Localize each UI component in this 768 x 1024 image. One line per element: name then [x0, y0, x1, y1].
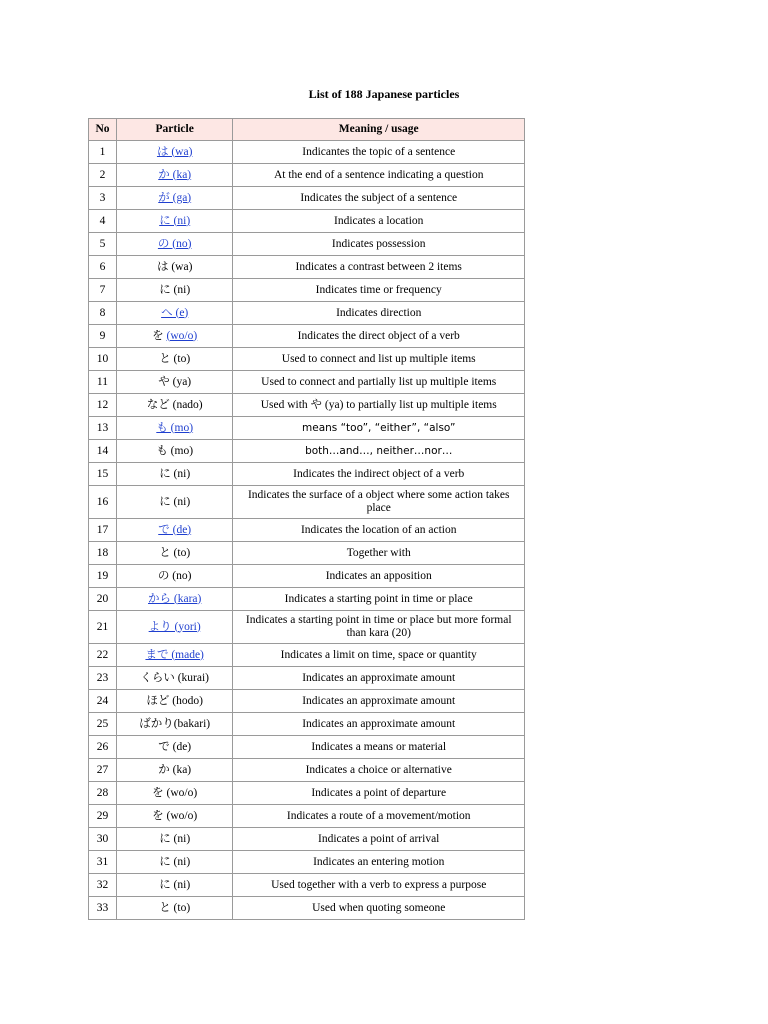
particle-cell	[117, 279, 233, 302]
meaning-cell: Indicates the location of an action	[233, 519, 525, 542]
particle-link[interactable]: が (ga)	[158, 191, 192, 204]
particle-text: も (mo)	[156, 444, 194, 457]
particle-cell	[117, 736, 233, 759]
meaning-cell: Indicates the surface of a object where some action takes place	[233, 486, 525, 519]
particles-table	[88, 118, 525, 920]
table-row	[89, 542, 525, 565]
particle-link[interactable]: で (de)	[158, 523, 192, 536]
particle-link[interactable]: に (ni)	[159, 214, 191, 227]
meaning-cell: Indicates a contrast between 2 items	[233, 256, 525, 279]
table-row	[89, 256, 525, 279]
particle-cell	[117, 486, 233, 519]
meaning-cell: Indicates an approximate amount	[233, 713, 525, 736]
meaning-cell: Indicates possession	[233, 233, 525, 256]
table-row	[89, 279, 525, 302]
particle-cell	[117, 233, 233, 256]
table-row	[89, 210, 525, 233]
table-row	[89, 325, 525, 348]
meaning-cell: Used together with a verb to express a purpose	[233, 874, 525, 897]
table-row	[89, 371, 525, 394]
particle-link[interactable]: より (yori)	[148, 620, 201, 633]
particle-text: を (wo/o)	[152, 809, 198, 822]
table-row	[89, 713, 525, 736]
meaning-cell: Together with	[233, 542, 525, 565]
particle-link[interactable]: の (no)	[157, 237, 192, 250]
header-no: No	[89, 119, 117, 141]
particle-link[interactable]: は (wa)	[156, 145, 193, 158]
meaning-cell: Indicates the direct object of a verb	[233, 325, 525, 348]
particle-cell	[117, 141, 233, 164]
table-row	[89, 644, 525, 667]
table-row	[89, 463, 525, 486]
particle-cell	[117, 348, 233, 371]
meaning-cell: Used with や (ya) to partially list up multiple items	[233, 394, 525, 417]
particle-cell	[117, 463, 233, 486]
table-row	[89, 805, 525, 828]
row-number: 33	[89, 897, 117, 920]
particle-link[interactable]: か (ka)	[158, 168, 192, 181]
table-row	[89, 588, 525, 611]
particle-text: と (to)	[159, 901, 191, 914]
particle-cell	[117, 210, 233, 233]
particle-cell	[117, 851, 233, 874]
row-number: 4	[89, 210, 117, 233]
meaning-cell: Indicates a route of a movement/motion	[233, 805, 525, 828]
particle-cell	[117, 325, 233, 348]
table-row	[89, 690, 525, 713]
particle-text: を (wo/o)	[152, 786, 198, 799]
particle-text: ほど (hodo)	[146, 694, 203, 707]
table-row	[89, 233, 525, 256]
table-row	[89, 394, 525, 417]
row-number: 12	[89, 394, 117, 417]
row-number: 30	[89, 828, 117, 851]
particle-cell	[117, 256, 233, 279]
table-row	[89, 440, 525, 463]
table-row	[89, 667, 525, 690]
table-body	[89, 141, 525, 920]
particle-text: に (ni)	[159, 283, 191, 296]
table-row	[89, 302, 525, 325]
particle-link[interactable]: も (mo)	[156, 421, 194, 434]
meaning-cell: Indicates a limit on time, space or quantity	[233, 644, 525, 667]
particle-cell	[117, 805, 233, 828]
particle-text: の (no)	[157, 569, 192, 582]
particle-text: は (wa)	[156, 260, 193, 273]
particle-link[interactable]: まで (made)	[145, 648, 204, 661]
meaning-cell: At the end of a sentence indicating a question	[233, 164, 525, 187]
meaning-cell: Indicates the indirect object of a verb	[233, 463, 525, 486]
table-row	[89, 164, 525, 187]
particle-cell	[117, 690, 233, 713]
table-row	[89, 851, 525, 874]
row-number: 21	[89, 611, 117, 644]
particle-link[interactable]: (wo/o)	[166, 329, 198, 342]
row-number: 6	[89, 256, 117, 279]
table-row	[89, 897, 525, 920]
table-row	[89, 187, 525, 210]
row-number: 2	[89, 164, 117, 187]
row-number: 7	[89, 279, 117, 302]
row-number: 13	[89, 417, 117, 440]
meaning-cell: means “too”, “either”, “also”	[233, 417, 525, 440]
page-title: List of 188 Japanese particles	[308, 87, 460, 101]
meaning-cell: Indicates a means or material	[233, 736, 525, 759]
row-number: 1	[89, 141, 117, 164]
meaning-cell: Indicates time or frequency	[233, 279, 525, 302]
particle-cell	[117, 828, 233, 851]
particle-text: に (ni)	[159, 855, 191, 868]
particle-cell	[117, 187, 233, 210]
table-row	[89, 348, 525, 371]
row-number: 32	[89, 874, 117, 897]
row-number: 26	[89, 736, 117, 759]
particle-text: くらい (kurai)	[140, 671, 210, 684]
particle-cell	[117, 713, 233, 736]
row-number: 16	[89, 486, 117, 519]
row-number: 25	[89, 713, 117, 736]
particle-cell	[117, 588, 233, 611]
meaning-cell: Indicates a point of departure	[233, 782, 525, 805]
particle-text: など (nado)	[146, 398, 203, 411]
table-row	[89, 782, 525, 805]
meaning-cell: Indicates an apposition	[233, 565, 525, 588]
particle-cell	[117, 782, 233, 805]
particle-cell	[117, 565, 233, 588]
row-number: 24	[89, 690, 117, 713]
table-row	[89, 828, 525, 851]
row-number: 22	[89, 644, 117, 667]
row-number: 29	[89, 805, 117, 828]
row-number: 18	[89, 542, 117, 565]
table-row	[89, 759, 525, 782]
row-number: 5	[89, 233, 117, 256]
particle-text: か (ka)	[158, 763, 192, 776]
row-number: 9	[89, 325, 117, 348]
row-number: 14	[89, 440, 117, 463]
particle-text: に (ni)	[159, 467, 191, 480]
particle-text: や (ya)	[158, 375, 192, 388]
meaning-cell: Indicates a point of arrival	[233, 828, 525, 851]
table-row	[89, 519, 525, 542]
particle-cell	[117, 519, 233, 542]
row-number: 10	[89, 348, 117, 371]
row-number: 19	[89, 565, 117, 588]
particle-cell	[117, 164, 233, 187]
row-number: 11	[89, 371, 117, 394]
row-number: 27	[89, 759, 117, 782]
particle-text: で (de)	[158, 740, 192, 753]
header-meaning: Meaning / usage	[233, 119, 525, 141]
table-row	[89, 141, 525, 164]
meaning-cell: Indicates a choice or alternative	[233, 759, 525, 782]
meaning-cell: Used to connect and list up multiple items	[233, 348, 525, 371]
meaning-cell: Indicantes the topic of a sentence	[233, 141, 525, 164]
particle-cell	[117, 644, 233, 667]
particle-cell	[117, 417, 233, 440]
particle-text: に (ni)	[159, 495, 191, 508]
meaning-cell: Indicates a starting point in time or place but more formal than kara (20)	[233, 611, 525, 644]
meaning-cell: Used when quoting someone	[233, 897, 525, 920]
particle-cell	[117, 759, 233, 782]
table-row	[89, 565, 525, 588]
row-number: 15	[89, 463, 117, 486]
meaning-cell: Indicates an entering motion	[233, 851, 525, 874]
header-particle: Particle	[117, 119, 233, 141]
particle-text: と (to)	[159, 546, 191, 559]
particle-cell	[117, 542, 233, 565]
particle-kana: を	[152, 329, 167, 342]
table-row	[89, 611, 525, 644]
table-row	[89, 736, 525, 759]
table-header-row	[89, 119, 525, 141]
table-row	[89, 874, 525, 897]
particle-text: と (to)	[159, 352, 191, 365]
table-row	[89, 486, 525, 519]
particle-text: ばかり(bakari)	[139, 717, 211, 730]
particle-cell	[117, 302, 233, 325]
row-number: 17	[89, 519, 117, 542]
meaning-cell: Indicates an approximate amount	[233, 690, 525, 713]
particle-text: に (ni)	[159, 832, 191, 845]
meaning-cell: Indicates a location	[233, 210, 525, 233]
particle-cell	[117, 371, 233, 394]
particle-cell	[117, 440, 233, 463]
meaning-cell: Indicates direction	[233, 302, 525, 325]
table-row	[89, 417, 525, 440]
meaning-cell: Indicates a starting point in time or place	[233, 588, 525, 611]
meaning-cell: Used to connect and partially list up multiple items	[233, 371, 525, 394]
meaning-cell: Indicates the subject of a sentence	[233, 187, 525, 210]
particle-cell	[117, 667, 233, 690]
row-number: 8	[89, 302, 117, 325]
row-number: 3	[89, 187, 117, 210]
particle-cell	[117, 611, 233, 644]
row-number: 20	[89, 588, 117, 611]
particle-link[interactable]: から (kara)	[148, 592, 202, 605]
particle-link[interactable]: へ (e)	[161, 306, 189, 319]
particle-cell	[117, 897, 233, 920]
particle-cell	[117, 874, 233, 897]
row-number: 31	[89, 851, 117, 874]
particle-text: に (ni)	[159, 878, 191, 891]
meaning-cell: both…and…, neither…nor…	[233, 440, 525, 463]
row-number: 23	[89, 667, 117, 690]
row-number: 28	[89, 782, 117, 805]
meaning-cell: Indicates an approximate amount	[233, 667, 525, 690]
particle-cell	[117, 394, 233, 417]
